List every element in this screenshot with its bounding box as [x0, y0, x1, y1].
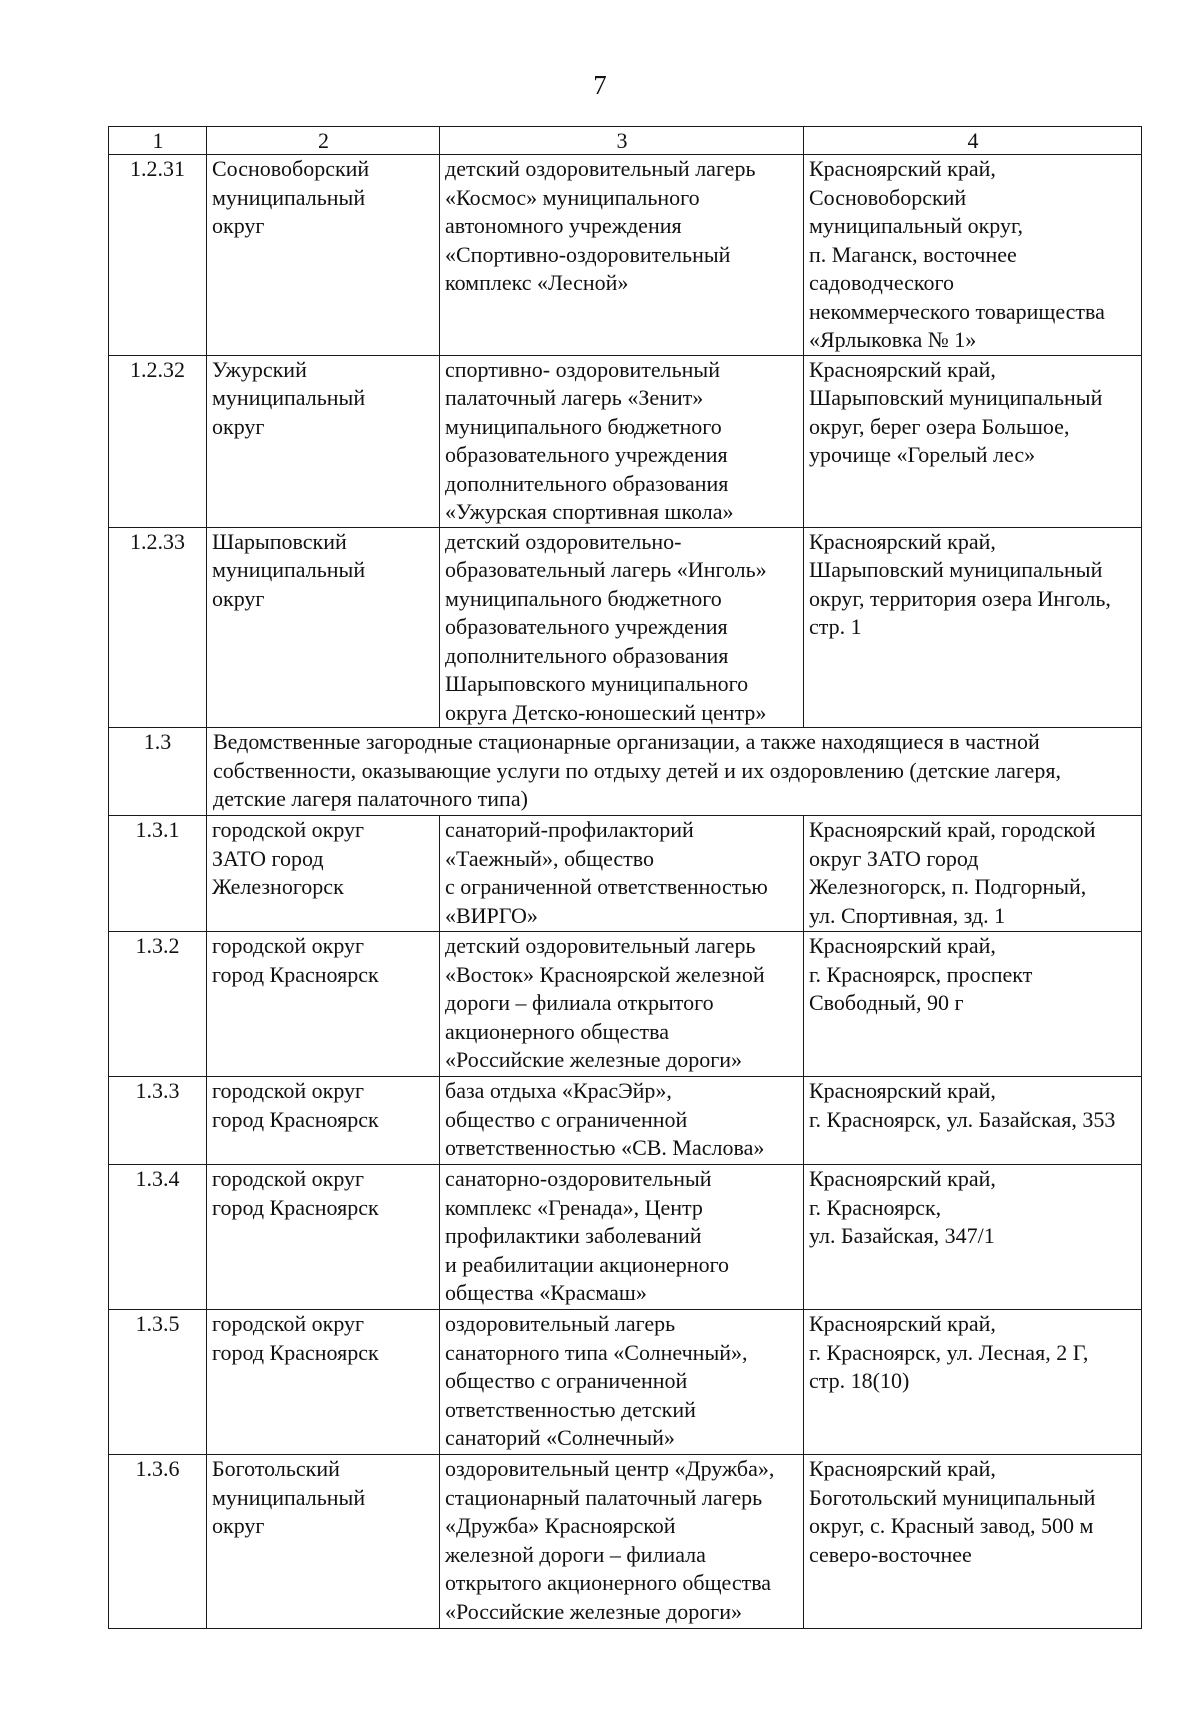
section-title: Ведомственные загородные стационарные организации, а также находящиеся в частной собственности, оказывающие услуги по отдыху детей и их оздоровлению (детские лагеря, детские лагеря палаточного типа)	[207, 728, 1142, 816]
row-district: городской округ город Красноярск	[207, 1310, 440, 1455]
column-header: 3	[440, 127, 804, 155]
row-district: городской округ город Красноярск	[207, 1165, 440, 1310]
row-address: Красноярский край, Сосновоборский муниципальный округ, п. Маганск, восточнее садоводческого некоммерческого товарищества «Ярлыковка № 1»	[804, 155, 1142, 356]
row-address: Красноярский край, г. Красноярск, ул. Лесная, 2 Г, стр. 18(10)	[804, 1310, 1142, 1455]
row-district: Ужурский муниципальный округ	[207, 355, 440, 527]
row-organization: детский оздоровительно- образовательный лагерь «Инголь» муниципального бюджетного образовательного учреждения дополнительного образования Шарыповского муниципального округа Детско-юношеский центр»	[440, 527, 804, 728]
column-header: 1	[109, 127, 207, 155]
row-district: Шарыповский муниципальный округ	[207, 527, 440, 728]
row-address: Красноярский край, Шарыповский муниципальный округ, берег озера Большое, урочище «Горелый лес»	[804, 355, 1142, 527]
row-number: 1.2.32	[109, 355, 207, 527]
table-row	[109, 1455, 1142, 1629]
row-district: Сосновоборский муниципальный округ	[207, 155, 440, 356]
table-row	[109, 527, 1142, 728]
row-address: Красноярский край, Шарыповский муниципальный округ, территория озера Инголь, стр. 1	[804, 527, 1142, 728]
section-row	[109, 728, 1142, 816]
row-number: 1.2.33	[109, 527, 207, 728]
row-organization: санаторно-оздоровительный комплекс «Гренада», Центр профилактики заболеваний и реабилитации акционерного общества «Красмаш»	[440, 1165, 804, 1310]
table-row	[109, 1310, 1142, 1455]
row-address: Красноярский край, г. Красноярск, проспект Свободный, 90 г	[804, 932, 1142, 1077]
table-row	[109, 1165, 1142, 1310]
row-organization: спортивно- оздоровительный палаточный лагерь «Зенит» муниципального бюджетного образовательного учреждения дополнительного образования «Ужурская спортивная школа»	[440, 355, 804, 527]
row-number: 1.3.2	[109, 932, 207, 1077]
row-organization: оздоровительный центр «Дружба», стационарный палаточный лагерь «Дружба» Красноярской железной дороги – филиала открытого акционерного общества «Российские железные дороги»	[440, 1455, 804, 1629]
page-number: 7	[593, 70, 607, 100]
row-district: городской округ город Красноярск	[207, 1077, 440, 1165]
table-row	[109, 155, 1142, 356]
row-organization: база отдыха «КрасЭйр», общество с ограниченной ответственностью «СВ. Маслова»	[440, 1077, 804, 1165]
row-number: 1.3.5	[109, 1310, 207, 1455]
column-header: 4	[804, 127, 1142, 155]
table-row	[109, 1077, 1142, 1165]
row-number: 1.3.6	[109, 1455, 207, 1629]
row-district: городской округ ЗАТО город Железногорск	[207, 816, 440, 932]
row-number: 1.3.1	[109, 816, 207, 932]
camps-table	[108, 126, 1142, 1629]
row-organization: детский оздоровительный лагерь «Космос» муниципального автономного учреждения «Спортивно-оздоровительный комплекс «Лесной»	[440, 155, 804, 356]
row-organization: санаторий-профилакторий «Таежный», общество с ограниченной ответственностью «ВИРГО»	[440, 816, 804, 932]
row-address: Красноярский край, г. Красноярск, ул. Базайская, 347/1	[804, 1165, 1142, 1310]
column-header: 2	[207, 127, 440, 155]
row-organization: детский оздоровительный лагерь «Восток» Красноярской железной дороги – филиала открытого акционерного общества «Российские железные дороги»	[440, 932, 804, 1077]
table-row	[109, 816, 1142, 932]
row-number: 1.3.3	[109, 1077, 207, 1165]
row-number: 1.2.31	[109, 155, 207, 356]
table-row	[109, 355, 1142, 527]
row-organization: оздоровительный лагерь санаторного типа «Солнечный», общество с ограниченной ответственностью детский санаторий «Солнечный»	[440, 1310, 804, 1455]
row-number: 1.3.4	[109, 1165, 207, 1310]
row-address: Красноярский край, Боготольский муниципальный округ, с. Красный завод, 500 м северо-восточнее	[804, 1455, 1142, 1629]
row-address: Красноярский край, г. Красноярск, ул. Базайская, 353	[804, 1077, 1142, 1165]
section-number: 1.3	[109, 728, 207, 816]
row-address: Красноярский край, городской округ ЗАТО город Железногорск, п. Подгорный, ул. Спортивная, зд. 1	[804, 816, 1142, 932]
table-row	[109, 932, 1142, 1077]
table-header-row	[109, 127, 1142, 155]
row-district: Боготольский муниципальный округ	[207, 1455, 440, 1629]
row-district: городской округ город Красноярск	[207, 932, 440, 1077]
